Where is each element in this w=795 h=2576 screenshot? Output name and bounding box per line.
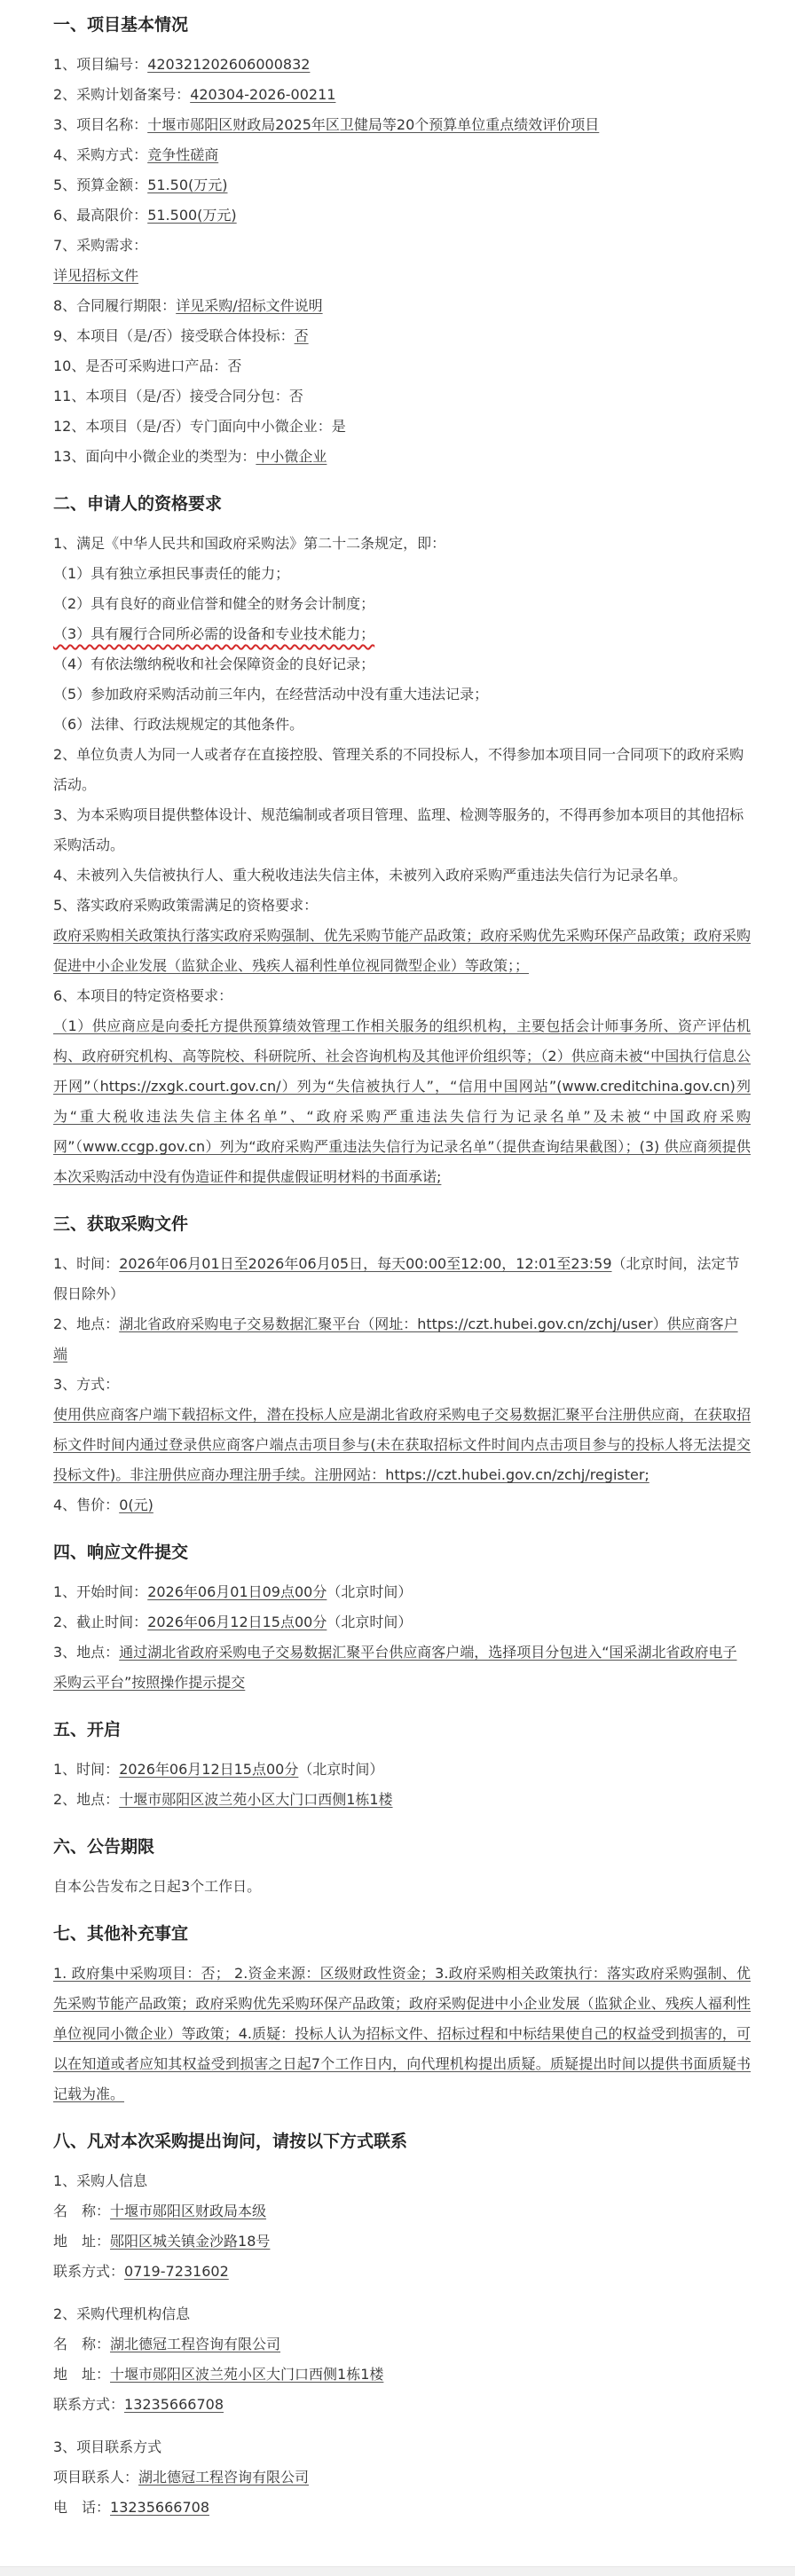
project-info-item	[53, 291, 751, 321]
price-label: 4、售价：	[53, 1496, 120, 1513]
qualification-item-6-value	[53, 1011, 751, 1192]
purchaser-address	[53, 2227, 751, 2257]
purchaser-name-value: 十堰市郧阳区财政局本级	[110, 2203, 267, 2219]
qualification-sub-1: （1）具有独立承担民事责任的能力；	[53, 565, 290, 582]
opening-time-value: 2026年06月12日15点00分	[119, 1761, 299, 1778]
project-info-label: 8、合同履行期限：	[53, 297, 177, 314]
project-info-value: 420321202606000832	[147, 56, 311, 73]
project-info-value: 否	[294, 327, 309, 344]
project-info-label: 13、面向中小微企业的类型为：	[53, 448, 256, 465]
opening-time	[53, 1755, 751, 1785]
project-info-item	[53, 110, 751, 140]
section-5-title: 五、开启	[53, 1720, 122, 1740]
agency-address	[53, 2360, 751, 2390]
agency-name-value: 湖北德冠工程咨询有限公司	[110, 2336, 281, 2352]
start-value: 2026年06月01日09点00分	[147, 1583, 327, 1600]
agency-address-value: 十堰市郧阳区波兰苑小区大门口西侧1栋1楼	[110, 2366, 384, 2383]
document-price	[53, 1490, 751, 1520]
qualification-sub-2: （2）具有良好的商业信誉和健全的财务会计制度；	[53, 595, 375, 612]
project-contact-person	[53, 2462, 751, 2493]
purchaser-name	[53, 2196, 751, 2227]
purchaser-info-title: 1、采购人信息	[53, 2172, 148, 2189]
qualification-item-5-label: 5、落实政府采购政策需满足的资格要求：	[53, 897, 319, 914]
qualification-sub-5: （5）参加政府采购活动前三年内，在经营活动中没有重大违法记录；	[53, 686, 489, 703]
submit-start-time	[53, 1577, 751, 1607]
document-method-label: 3、方式：	[53, 1376, 120, 1393]
project-info-item	[53, 50, 751, 80]
project-info-label: 3、项目名称：	[53, 116, 148, 133]
start-label: 1、开始时间：	[53, 1583, 148, 1600]
agency-info-title: 2、采购代理机构信息	[53, 2305, 191, 2322]
project-info-value: 51.50(万元)	[147, 177, 228, 193]
project-contact-title: 3、项目联系方式	[53, 2439, 162, 2455]
section-4-title: 四、响应文件提交	[53, 1543, 189, 1562]
project-info-value: 否	[227, 357, 242, 374]
purchaser-name-label: 名 称：	[53, 2203, 111, 2219]
agency-name-label: 名 称：	[53, 2336, 111, 2352]
qualification-item-5-value	[53, 921, 751, 981]
submit-place-value: 通过湖北省政府采购电子交易数据汇聚平台供应商客户端，选择项目分包进入“国采湖北省政府电子采购云平台”按照操作提示提交	[53, 1644, 737, 1691]
purchaser-phone	[53, 2257, 751, 2287]
project-info-label: 6、最高限价：	[53, 207, 148, 224]
opening-place-value: 十堰市郧阳区波兰苑小区大门口西侧1栋1楼	[119, 1791, 393, 1808]
project-info-value: 详见采购/招标文件说明	[176, 297, 323, 314]
purchaser-address-label: 地 址：	[53, 2233, 111, 2250]
submit-place-label: 3、地点：	[53, 1644, 120, 1661]
contact-person-label: 项目联系人：	[53, 2469, 139, 2486]
project-info-label: 9、本项目（是/否）接受联合体投标：	[53, 327, 295, 344]
project-info-value: 中小微企业	[256, 448, 327, 465]
project-info-item	[53, 442, 751, 472]
project-info-list	[53, 50, 751, 472]
project-contact-phone	[53, 2493, 751, 2523]
project-info-item	[53, 261, 751, 291]
project-info-label: 5、预算金额：	[53, 177, 148, 193]
end-suffix: （北京时间）	[327, 1614, 413, 1630]
section-2-title: 二、申请人的资格要求	[53, 494, 223, 514]
agency-phone	[53, 2390, 751, 2420]
qualification-sub-6: （6）法律、行政法规规定的其他条件。	[53, 716, 304, 733]
price-value: 0(元)	[119, 1496, 153, 1513]
purchaser-phone-label: 联系方式：	[53, 2263, 125, 2280]
contact-phone-value: 13235666708	[110, 2499, 209, 2516]
project-info-label: 7、采购需求：	[53, 237, 148, 254]
qualification-item-4: 4、未被列入失信被执行人、重大税收违法失信主体，未被列入政府采购严重违法失信行为记录名单。	[53, 867, 688, 884]
project-info-item	[53, 321, 751, 351]
project-info-item	[53, 351, 751, 381]
time-value: 2026年06月01日至2026年06月05日，每天00:00至12:00，12:01至23:59	[119, 1255, 612, 1272]
project-info-item	[53, 200, 751, 231]
project-info-item	[53, 80, 751, 110]
opening-time-label: 1、时间：	[53, 1761, 120, 1778]
project-info-item	[53, 381, 751, 412]
qualification-item-6-label: 6、本项目的特定资格要求：	[53, 987, 233, 1004]
end-label: 2、截止时间：	[53, 1614, 148, 1630]
opening-place	[53, 1785, 751, 1815]
document-time	[53, 1249, 751, 1309]
start-suffix: （北京时间）	[327, 1583, 413, 1600]
purchaser-phone-value: 0719-7231602	[124, 2263, 229, 2280]
project-info-value: 420304-2026-00211	[190, 86, 336, 103]
project-info-label: 10、是否可采购进口产品：	[53, 357, 228, 374]
project-info-label: 4、采购方式：	[53, 146, 148, 163]
submit-place	[53, 1637, 751, 1698]
agency-address-label: 地 址：	[53, 2366, 111, 2383]
contact-phone-label: 电 话：	[53, 2499, 111, 2516]
project-info-value: 十堰市郧阳区财政局2025年区卫健局等20个预算单位重点绩效评价项目	[147, 116, 600, 133]
project-info-value: 是	[331, 418, 346, 435]
agency-phone-label: 联系方式：	[53, 2396, 125, 2413]
qualification-sub-4: （4）有依法缴纳税收和社会保障资金的良好记录；	[53, 656, 375, 672]
section-3-title: 三、获取采购文件	[53, 1214, 189, 1234]
other-matters	[53, 1959, 751, 2109]
page-bottom-bar	[0, 2566, 795, 2576]
other-matters-text: 1. 政府集中采购项目：否； 2.资金来源：区级财政性资金；3.政府采购相关政策执行：落实政府采购强制、优先采购节能产品政策；政府采购优先采购环保产品政策；政府采购促进中小企业发展（监狱企业、残疾人福利性单位视同小微企业）等政策；4.质疑：投标人认为招标文件、招标过程和中标结果使自己的权益受到损害的，可以在知道或者应知其权益受到损害之日起7个工作日内，向代理机构提出质疑。质疑提出时间以提供书面质疑书记载为准。	[53, 1965, 751, 2102]
time-suffix: （北京时间，法定节假日除外）	[53, 1255, 740, 1302]
notice-period: 自本公告发布之日起3个工作日。	[53, 1878, 262, 1895]
qualification-item-1: 1、满足《中华人民共和国政府采购法》第二十二条规定，即：	[53, 535, 446, 552]
qualification-item-2: 2、单位负责人为同一人或者存在直接控股、管理关系的不同投标人，不得参加本项目同一合同项下的政府采购活动。	[53, 746, 744, 793]
place-label: 2、地点：	[53, 1315, 120, 1332]
special-requirements: （1）供应商应是向委托方提供预算绩效管理工作相关服务的组织机构，主要包括会计师事务所、资产评估机构、政府研究机构、高等院校、科研院所、社会咨询机构及其他评价组织等；（2）供应商未被“中国执行信息公开网”（https://zxgk.court.gov.cn/）列为“失信被执行人”，“信用中国网站”(www.creditchina.gov.cn)列为“重大税收违法失信主体名单”、“政府采购严重违法失信行为记录名单”及未被“中国政府采购网”（www.ccgp.gov.cn）列为“政府采购严重违法失信行为记录名单”（提供查询结果截图）；(3) 供应商须提供本次采购活动中没有伪造证件和提供虚假证明材料的书面承诺;	[53, 1017, 751, 1185]
method-value: 使用供应商客户端下载招标文件，潜在投标人应是湖北省政府采购电子交易数据汇聚平台注册供应商，在获取招标文件时间内通过登录供应商客户端点击项目参与(未在获取招标文件时间内点击项目参与的投标人将无法提交投标文件)。非注册供应商办理注册手续。注册网站：https://czt.hubei.gov.cn/zchj/register;	[53, 1406, 751, 1483]
red-wavy-annotation: （3）具有履行合同所必需的设备和专业技术能力；	[53, 625, 375, 642]
project-info-label: 1、项目编号：	[53, 56, 148, 73]
opening-place-label: 2、地点：	[53, 1791, 120, 1808]
contact-person-value: 湖北德冠工程咨询有限公司	[138, 2469, 310, 2486]
policy-requirements: 政府采购相关政策执行落实政府采购强制、优先采购节能产品政策；政府采购优先采购环保产品政策；政府采购促进中小企业发展（监狱企业、残疾人福利性单位视同微型企业）等政策；；	[53, 927, 751, 974]
project-info-label: 11、本项目（是/否）接受合同分包：	[53, 388, 289, 404]
section-7-title: 七、其他补充事宜	[53, 1924, 189, 1944]
project-info-item	[53, 231, 751, 261]
opening-time-suffix: （北京时间）	[298, 1761, 384, 1778]
project-info-label: 2、采购计划备案号：	[53, 86, 191, 103]
agency-phone-value: 13235666708	[124, 2396, 224, 2413]
purchaser-address-value: 郧阳区城关镇金沙路18号	[110, 2233, 271, 2250]
agency-name	[53, 2329, 751, 2360]
submit-end-time	[53, 1607, 751, 1637]
section-6-title: 六、公告期限	[53, 1837, 155, 1857]
place-value: 湖北省政府采购电子交易数据汇聚平台（网址：https://czt.hubei.gov.cn/zchj/user）供应商客户端	[53, 1315, 738, 1363]
project-info-item	[53, 412, 751, 442]
project-info-value: 51.500(万元)	[147, 207, 237, 224]
project-info-item	[53, 170, 751, 200]
project-info-value: 否	[288, 388, 303, 404]
time-label: 1、时间：	[53, 1255, 120, 1272]
project-info-item	[53, 140, 751, 170]
section-8-title: 八、凡对本次采购提出询问，请按以下方式联系	[53, 2132, 408, 2151]
project-info-value: 竞争性磋商	[147, 146, 219, 163]
project-info-value: 详见招标文件	[53, 267, 139, 284]
document-place	[53, 1309, 751, 1370]
section-1-title: 一、项目基本情况	[53, 15, 189, 35]
qualification-item-3: 3、为本采购项目提供整体设计、规范编制或者项目管理、监理、检测等服务的，不得再参加本项目的其他招标采购活动。	[53, 806, 744, 853]
qualification-sub-3	[53, 619, 751, 649]
end-value: 2026年06月12日15点00分	[147, 1614, 327, 1630]
project-info-label: 12、本项目（是/否）专门面向中小微企业：	[53, 418, 332, 435]
document-method	[53, 1400, 751, 1490]
